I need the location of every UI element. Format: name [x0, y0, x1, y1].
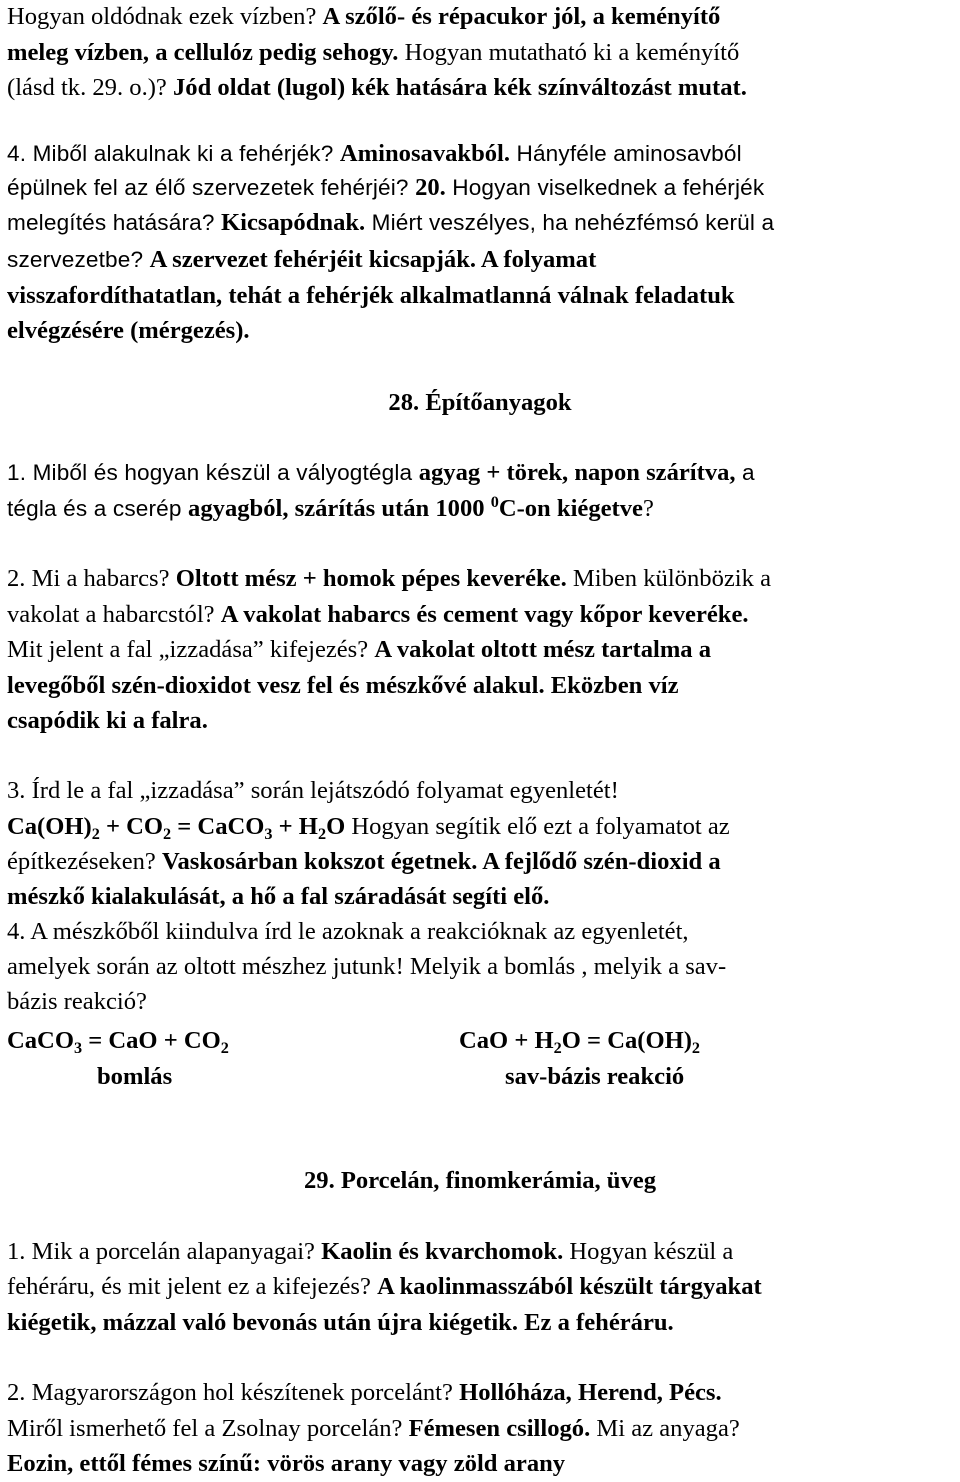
answer-text: 20. — [415, 174, 446, 201]
text-line — [7, 1308, 674, 1338]
question-text: ? — [642, 495, 654, 522]
text-line — [7, 281, 735, 311]
answer-text: Aminosavakból. — [339, 140, 511, 167]
section-title — [0, 388, 960, 418]
text-line — [7, 564, 771, 594]
answer-text: visszafordíthatatlan, tehát a fehérjék alkalmatlanná válnak feladatuk — [7, 282, 735, 309]
text-line — [7, 600, 749, 630]
answer-text: A szervezet fehérjéit kicsapják. A folyamat — [149, 246, 597, 273]
question-text: 2. Mi a habarcs? — [7, 565, 176, 592]
equation-decomposition — [7, 1026, 229, 1056]
equation-part: Ca(OH) — [7, 813, 92, 840]
question-text: amelyek során az oltott mészhez jutunk! Melyik a bomlás , melyik a sav- — [7, 953, 727, 980]
answer-text: kiégetik, mázzal való bevonás után újra kiégetik. Ez a fehéráru. — [7, 1309, 674, 1336]
text-line — [7, 635, 711, 665]
question-text: bázis reakció? — [7, 988, 147, 1015]
answer-text: mészkő kialakulását, a hő a fal száradását segíti elő. — [7, 883, 550, 910]
question-text: Miért veszélyes, ha nehézfémsó kerül a — [365, 210, 775, 235]
answer-text: Hollóháza, Herend, Pécs. — [459, 1379, 722, 1406]
equation-part: + CO — [99, 813, 164, 840]
text-line — [7, 316, 250, 346]
subscript: 2 — [317, 824, 327, 843]
text-line — [7, 706, 208, 736]
question-text: a — [735, 460, 755, 485]
question-text: melegítés hatására? — [7, 210, 221, 235]
question-text: Hogyan oldódnak ezek vízben? — [7, 3, 323, 30]
question-text: építkezéseken? — [7, 848, 162, 875]
answer-text: A szőlő- és répacukor jól, a keményítő — [322, 3, 721, 30]
subscript: 3 — [264, 824, 273, 843]
question-text: 4. A mészkőből kiindulva írd le azoknak a reakcióknak az egyenletét, — [7, 918, 689, 945]
text-line — [7, 458, 755, 488]
question-text: (lásd tk. 29. o.)? — [7, 74, 167, 101]
question-text: 1. Mik a porcelán alapanyagai? — [7, 1238, 322, 1265]
answer-text: Eozin, ettől fémes színű: vörös arany vagy zöld arany — [7, 1450, 566, 1477]
question-text: Mi az anyaga? — [590, 1415, 740, 1442]
label-text: bomlás — [97, 1063, 173, 1090]
question-text: 4. Miből alakulnak ki a fehérjék? — [7, 141, 340, 166]
answer-part: C-on kiégetve — [498, 495, 643, 522]
subscript: 2 — [220, 1038, 229, 1057]
equation-label — [97, 1062, 172, 1092]
text-line — [7, 2, 720, 32]
answer-text: Fémesen csillogó. — [408, 1415, 591, 1442]
equation — [7, 813, 346, 843]
question-text: fehéráru, és mit jelent ez a kifejezés? — [7, 1273, 378, 1300]
question-text: Hogyan viselkednek a fehérjék — [445, 175, 765, 200]
question-text: Hányféle aminosavból — [510, 141, 742, 166]
equation-label — [505, 1062, 684, 1092]
subscript: 2 — [91, 824, 100, 843]
answer-text: A vakolat habarcs és cement vagy kőpor keveréke. — [220, 601, 749, 628]
question-text: Hogyan segítik elő ezt a folyamatot az — [345, 813, 730, 840]
text-line — [7, 952, 726, 982]
text-line — [7, 812, 730, 842]
text-line — [7, 1414, 740, 1444]
text-line — [7, 776, 619, 806]
section-title-text: 28. Építőanyagok — [388, 389, 572, 416]
text-line — [7, 1378, 722, 1408]
text-line — [7, 1449, 565, 1479]
equation-part: CaCO — [7, 1027, 74, 1054]
text-line — [7, 208, 774, 238]
section-title — [0, 1166, 960, 1196]
text-line — [7, 671, 679, 701]
text-line — [7, 1237, 733, 1267]
question-text: vakolat a habarcstól? — [7, 601, 221, 628]
text-line — [7, 494, 654, 524]
section-title-text: 29. Porcelán, finomkerámia, üveg — [303, 1167, 656, 1194]
equation-part: CaO + H — [459, 1027, 554, 1054]
answer-text: Vaskosárban kokszot égetnek. A fejlődő szén-dioxid a — [161, 848, 721, 875]
question-text: tégla és a cserép — [7, 496, 189, 521]
question-text: Mit jelent a fal „izzadása” kifejezés? — [7, 636, 375, 663]
text-line — [7, 882, 549, 912]
equation-part: O — [326, 813, 346, 840]
answer-text: Kicsapódnak. — [221, 209, 366, 236]
answer-text — [188, 495, 643, 522]
answer-text: meleg vízben, a cellulóz pedig sehogy. — [7, 39, 399, 66]
equation-part: O = Ca(OH) — [561, 1027, 692, 1054]
question-text: Miről ismerhető fel a Zsolnay porcelán? — [7, 1415, 409, 1442]
text-line — [7, 987, 147, 1017]
answer-text: csapódik ki a falra. — [7, 707, 208, 734]
answer-text: A vakolat oltott mész tartalma a — [374, 636, 712, 663]
text-line — [7, 245, 596, 275]
question-text: 3. Írd le a fal „izzadása” során lejátszódó folyamat egyenletét! — [7, 777, 619, 804]
equation-part: + H — [272, 813, 318, 840]
equation-acid-base — [459, 1026, 700, 1056]
label-text: sav-bázis reakció — [505, 1063, 685, 1090]
text-line — [7, 73, 747, 103]
answer-text: Jód oldat (lugol) kék hatására kék színváltozást mutat. — [166, 74, 747, 101]
answer-part: agyagból, szárítás után 1000 — [188, 495, 491, 522]
text-line — [7, 139, 742, 169]
question-text: szervezetbe? — [7, 247, 150, 272]
question-text: 2. Magyarországon hol készítenek porcelánt? — [7, 1379, 460, 1406]
text-line — [7, 173, 764, 203]
question-text: 1. Miből és hogyan készül a vályogtégla — [7, 460, 419, 485]
subscript: 3 — [73, 1038, 83, 1057]
question-text: Hogyan mutatható ki a keményítő — [398, 39, 740, 66]
answer-text: Oltott mész + homok pépes keveréke. — [175, 565, 567, 592]
superscript: 0 — [490, 493, 499, 512]
equation-part: = CaCO — [171, 813, 265, 840]
text-line — [7, 38, 739, 68]
answer-text: elvégzésére (mérgezés). — [7, 317, 250, 344]
question-text: Miben különbözik a — [566, 565, 771, 592]
answer-text: Kaolin és kvarchomok. — [321, 1238, 564, 1265]
answer-text: A kaolinmasszából készült tárgyakat — [377, 1273, 762, 1300]
subscript: 2 — [691, 1038, 700, 1057]
text-line — [7, 847, 721, 877]
text-line — [7, 917, 689, 947]
question-text: épülnek fel az élő szervezetek fehérjéi? — [7, 175, 416, 200]
equation-part: = CaO + CO — [82, 1027, 221, 1054]
subscript: 2 — [163, 824, 172, 843]
answer-text: agyag + törek, napon szárítva, — [418, 459, 736, 486]
answer-text: levegőből szén-dioxidot vesz fel és mészkővé alakul. Eközben víz — [7, 672, 679, 699]
text-line — [7, 1272, 762, 1302]
subscript: 2 — [553, 1038, 562, 1057]
question-text: Hogyan készül a — [563, 1238, 734, 1265]
